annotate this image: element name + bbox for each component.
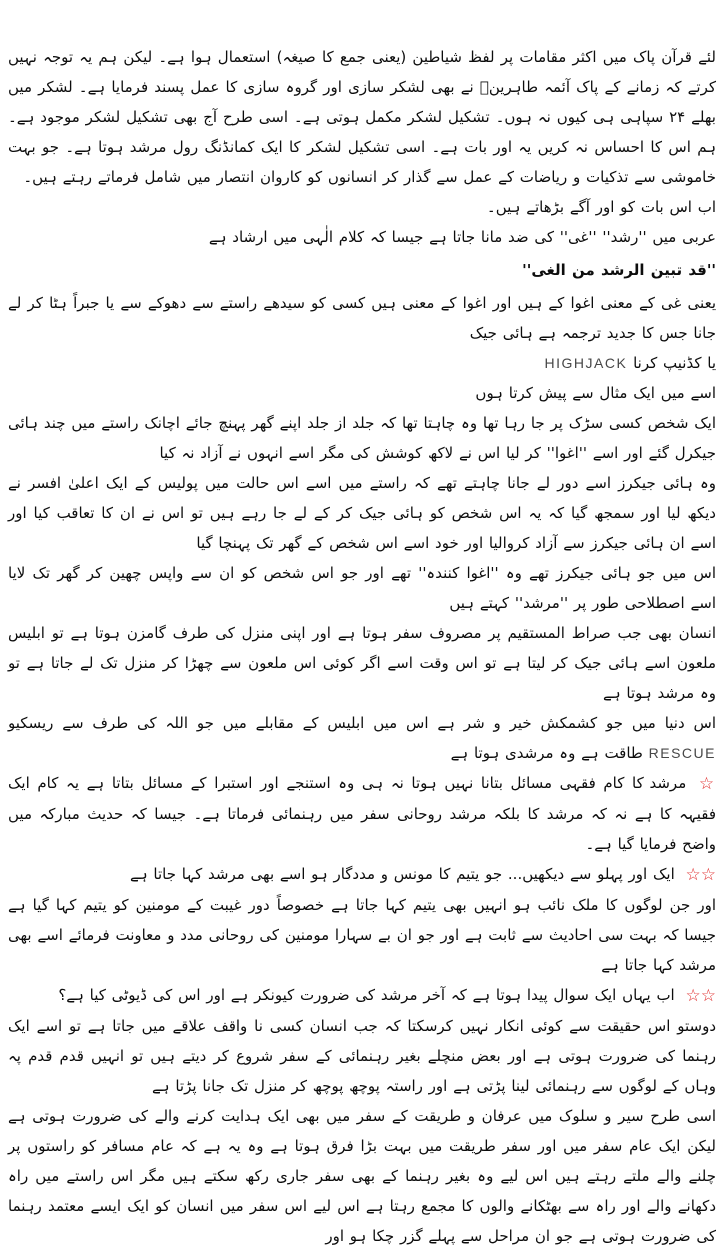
paragraph-tareeqat-journey: اسی طرح سیر و سلوک میں عرفان و طریقت کے سفر میں بھی ایک ہدایت کرنے والے کی ضرورت ہوتی ہے لیکن ایک عام سفر میں اور سفر طریقت میں بہت بڑا فرق ہوتا ہے وہ یہ ہے کہ عام مسافر کو راستوں پر چلنے والے ملتے رہتے ہیں اس لیے وہ بغیر رہنما کے بھی سفر جاری رکھ سکتے ہیں مگر اس راستے میں راہ دکھانے والے اور راہ سے بھٹکانے والوں کا مجمع رہتا ہے اس لیے اس سفر میں انسان کو ایک ایسے معتمد رہنما کی ضرورت ہوتی ہے جو ان مراحل سے پہلے گزر چکا ہو اور bbox=[8, 1107, 716, 1245]
latin-word-rescue: RESCUE bbox=[648, 745, 716, 761]
star-paragraph-text: ایک اور پہلو سے دیکھیں... جو یتیم کا مونس و مددگار ہو اسے بھی مرشد کہا جاتا ہے bbox=[130, 865, 675, 883]
star-paragraph-text: اب یہاں ایک سوال پیدا ہوتا ہے کہ آخر مرشد کی ضرورت کیونکر ہے اور اس کی ڈیوٹی کیا ہے؟ bbox=[58, 986, 675, 1004]
paragraph-police-officer: وہ ہائی جیکرز اسے دور لے جانا چاہتے تھے کہ راستے میں اسے اس حالت میں پولیس کے ایک اعلیٰ افسر نے دیکھ لیا اور سمجھ گیا کہ یہ اس شخص کو ہائی جیک کر کے لے جا رہے ہیں تو اس نے ان کا تعاقب کیا اور اسے ان ہائی جیکرز سے آزاد کروالیا اور خود اسے اس شخص کے گھر تک پہنچا گیا bbox=[8, 474, 716, 552]
paragraph-rushd-definition: عربی میں ''رشد'' ''غی'' کی ضد مانا جاتا ہے جیسا کہ کلام الٰہی میں ارشاد ہے bbox=[208, 228, 716, 246]
star-paragraph-murshid-role bbox=[8, 768, 716, 859]
star-paragraph-text: مرشد کا کام فقہی مسائل بتانا نہیں ہوتا نہ ہی وہ استنجے اور استبرا کے مسائل بتاتا ہے یہ کام ایک فقیہہ کا ہے نہ کہ مرشد کا بلکہ مرشد روحانی سفر میں رہنمائی فرماتا ہے۔ جیسا کہ حدیث مبارکہ میں واضح فرمایا گیا ہے۔ bbox=[8, 774, 716, 853]
latin-word-highjack: HIGHJACK bbox=[544, 355, 628, 371]
star-paragraph-yateem bbox=[8, 859, 716, 890]
paragraph-transition: اب اس بات کو اور آگے بڑھاتے ہیں۔ bbox=[486, 198, 716, 216]
rescue-text-before: اس دنیا میں جو کشمکش خیر و شر ہے اس میں ابلیس کے مقابلے میں جو اللہ کی طرف سے ریسکیو bbox=[8, 714, 716, 732]
star-icon: ☆ bbox=[698, 774, 716, 794]
double-star-icon: ☆☆ bbox=[685, 986, 716, 1006]
paragraph-example-story: ایک شخص کسی سڑک پر جا رہا تھا وہ چاہتا تھا کہ جلد از جلد اپنے گھر پہنچ جائے اچانک راستے میں چند ہائی جیکرل گئے اور اسے ''اغوا'' کر لیا اس نے لاکھ کوشش کی مگر اسے انہوں نے آزاد نہ کیا bbox=[8, 414, 716, 462]
paragraph-lashkar: لئے قرآن پاک میں اکثر مقامات پر لفظ شیاطین (یعنی جمع کا صیغہ) استعمال ہوا ہے۔ لیکن ہم یہ توجہ نہیں کرتے کہ زمانے کے پاک آئمہ طاہرینؑ نے بھی لشکر سازی اور گروہ سازی کا عمل پسند فرمایا ہے۔ لشکر میں بھلے ۲۴ سپاہی ہی کیوں نہ ہوں۔ تشکیل لشکر مکمل ہوتی ہے۔ اسی طرح آج بھی تشکیل لشکر موجود ہے۔ ہم اس کا احساس نہ کریں یہ اور بات ہے۔ اسی تشکیل لشکر کا ایک کمانڈنگ رول مرشد ہوتا ہے۔ جو بہت خاموشی سے تذکیات و ریاضات کے عمل سے گذار کر انسانوں کو کاروان انتصار میں شامل فرماتے رہتے ہیں۔ bbox=[8, 48, 716, 186]
rescue-text-after: طاقت ہے وہ مرشدی ہوتا ہے bbox=[450, 744, 643, 762]
double-star-icon: ☆☆ bbox=[685, 865, 716, 885]
paragraph-murshid-term: اس میں جو ہائی جیکرز تھے وہ ''اغوا کنندہ'' تھے اور جو اس شخص کو ان سے واپس چھین کر گھر تک لایا اسے اصطلاحی طور پر ''مرشد'' کہتے ہیں bbox=[8, 564, 716, 612]
highjack-urdu-phrase: یا کڈنیپ کرنا bbox=[633, 354, 716, 372]
star-paragraph-question bbox=[8, 980, 716, 1011]
paragraph-sirat-mustaqeem: انسان بھی جب صراط المستقیم پر مصروف سفر ہوتا ہے اور اپنی منزل کی طرف گامزن ہوتا ہے تو ابلیس ملعون اسے ہائی جیک کر لیتا ہے تو اس وقت اسے اگر کوئی اس ملعون سے چھڑا کر منزل تک لے جاتا ہے تو وہ مرشد ہوتا ہے bbox=[8, 624, 716, 702]
rescue-line bbox=[8, 708, 716, 768]
paragraph-ghayy-meaning: یعنی غی کے معنی اغوا کے ہیں اور اغوا کے معنی ہیں کسی کو سیدھے راستے سے دھوکے سے یا جبراً ہٹا کر لے جانا جس کا جدید ترجمہ ہے ہائی جیک bbox=[8, 294, 716, 342]
arabic-verse-quote: ''قد تبین الرشد من الغی'' bbox=[522, 261, 716, 279]
paragraph-momineen: اور جن لوگوں کا ملک نائب ہو انہیں بھی یتیم کہا جاتا ہے خصوصاً دور غیبت کے مومنین کو یتیم کہا گیا ہے جیسا کہ بہت سی احادیث سے ثابت ہے اور جو ان بے سہارا مومنین کی روحانی مدد و معاونت فرمائے اسے بھی مرشد کہا جاتا ہے bbox=[8, 896, 716, 974]
paragraph-guide-need: دوستو اس حقیقت سے کوئی انکار نہیں کرسکتا کہ جب انسان کسی نا واقف علاقے میں جاتا ہے تو اسے ایک رہنما کی ضرورت ہوتی ہے اور بعض منچلے بغیر رہنمائی کے سفر شروع کر دیتے ہیں تو انہیں قدم قدم پہ وہاں کے لوگوں سے رہنمائی لینا پڑتی ہے اور راستہ پوچھ پوچھ کر منزل تک جانا پڑتا ہے bbox=[8, 1017, 716, 1095]
paragraph-example-intro: اسے میں ایک مثال سے پیش کرتا ہوں bbox=[475, 384, 716, 402]
highjack-line bbox=[8, 348, 716, 378]
